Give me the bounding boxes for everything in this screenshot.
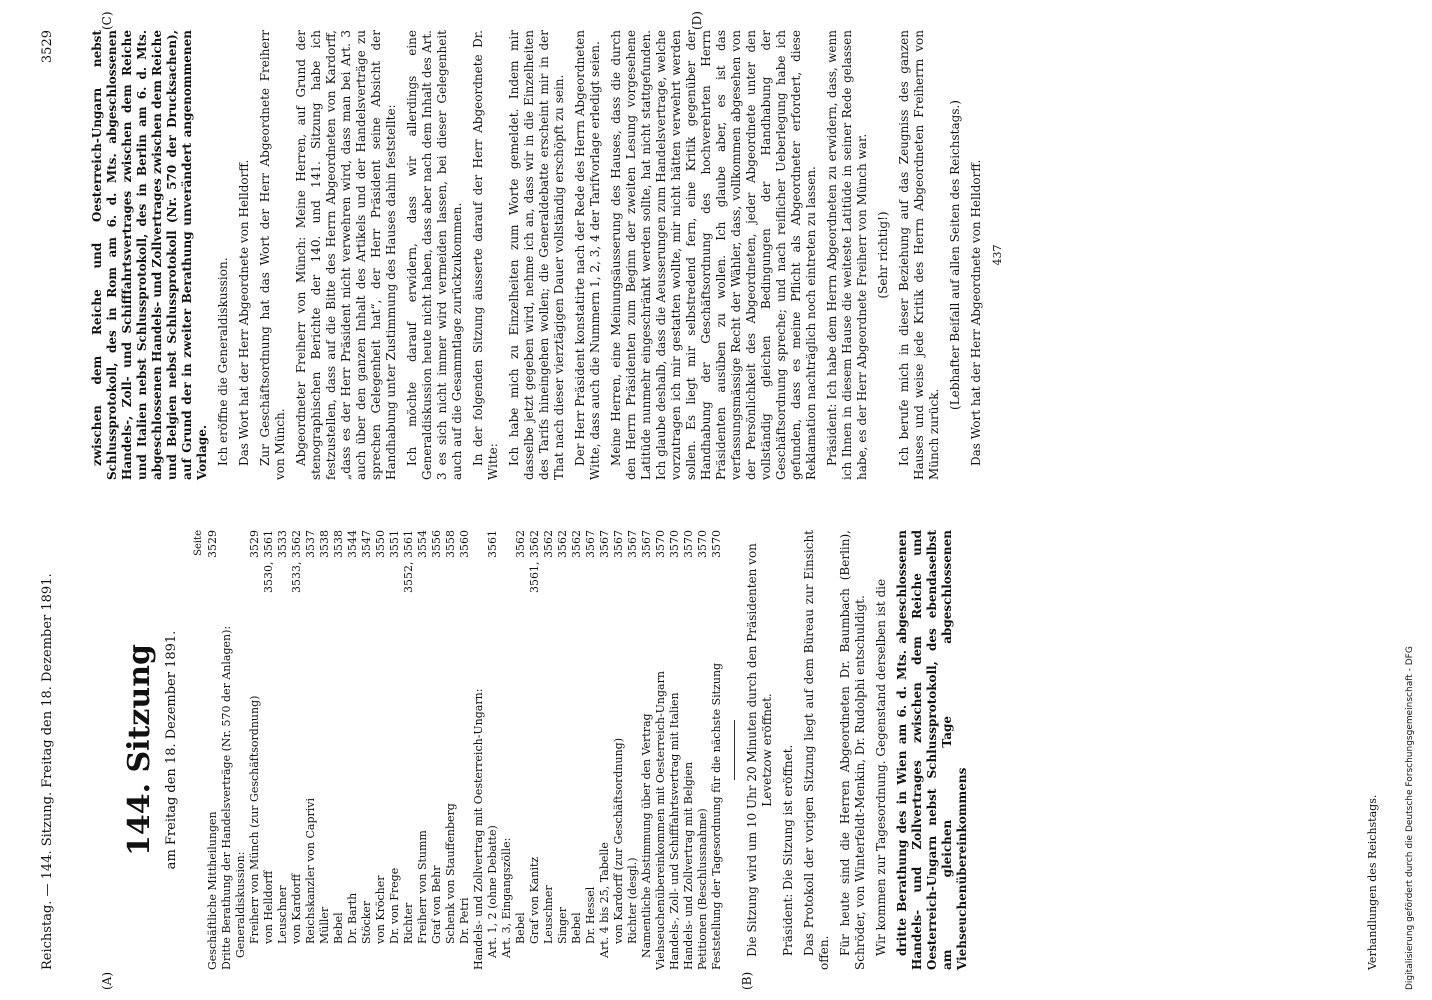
toc-entry-text: Dr. Hessel [584, 886, 597, 944]
divider [734, 720, 735, 780]
toc-entry [416, 530, 430, 970]
toc-entry-text: Graf von Behr [430, 865, 443, 944]
toc-entry-text: Müller [318, 906, 331, 944]
toc-entry-text: Handels- und Zollvertrag mit Belgien [682, 761, 695, 970]
toc-entry [556, 530, 570, 970]
toc-entry [612, 530, 626, 970]
toc-entry-page: 3558 [444, 530, 458, 561]
toc-entry [710, 530, 724, 970]
toc-entry-page: 3567 [640, 530, 654, 561]
toc-entry [374, 530, 388, 970]
toc-entry [346, 530, 360, 970]
toc-entry [640, 530, 654, 970]
toc-entry [430, 530, 444, 970]
paragraph: Wir kommen zur Tagesordnung. Gegenstand derselben ist die [874, 578, 888, 956]
toc-entry-text: Namentliche Abstimmung über den Vertrag [640, 713, 653, 958]
paragraph: Das Wort hat der Herr Abgeordnete von Helldorff. [969, 159, 983, 466]
toc-entry [318, 530, 332, 970]
toc-entry-page: 3537 [304, 530, 318, 561]
toc-entry [584, 530, 598, 970]
toc-entry [234, 530, 248, 970]
margin-mark-b: (B) [740, 971, 754, 990]
toc-entry-page: 3550 [374, 530, 388, 561]
toc-entry [570, 530, 584, 970]
toc-entry-text: Dr. Barth [346, 892, 359, 944]
toc-entry-page: 3554 [416, 530, 430, 561]
toc-entry-text: Graf von Kanitz [528, 856, 541, 944]
toc-entry-text: Richter [402, 902, 415, 944]
paragraph: Abgeordneter Freiherr von Münch: Meine Herren, auf Grund der stenographischen Berichte der 140. und 141. Sitzung habe ich festzustellen, dass auf die Bitte des Herrn Abgeordneten von Kardorff, „dass es der Herr Präsident nicht verwehren wird, dass man bei Art. 3 auch über den ganzen Inhalt des Artikels und der Handelsverträge zu sprechen Gelegenheit hat“, der Herr Präsident seine Absicht der Handhabung unter Zustimmung des Hauses dahin feststellte: [294, 30, 398, 480]
paragraph: Ich möchte darauf erwidern, dass wir allerdings eine Generaldiskussion heute nicht haben, dass aber nach dem Inhalt des Art. 3 es sich nicht immer wird vermeiden lassen, bei dieser Gelegenheit auch auf die Gesammtlage zurückzukommen. [405, 30, 464, 480]
toc-entry [472, 530, 486, 970]
toc-entry-text: Schenk von Stauffenberg [444, 803, 457, 944]
left-paragraphs [745, 530, 970, 970]
toc-entry-page: 3570 [668, 530, 682, 561]
toc-entry-page: 3529 [248, 530, 262, 561]
table-of-contents [206, 530, 724, 970]
toc-entry-text: Dr. von Frege [388, 867, 401, 944]
toc-entry-page: 3538 [318, 530, 332, 561]
paragraph: Das Protokoll der vorigen Sitzung liegt auf dem Büreau zur Einsicht offen. [802, 530, 831, 970]
side-note-text: Digitalisierung gefördert durch die Deutsche Forschungsgemeinschaft - DFG [1405, 646, 1415, 990]
toc-entry-text: Art. 4 bis 25, Tabelle [598, 842, 611, 958]
toc-entry [626, 530, 640, 970]
toc-entry-text: Singer [556, 907, 569, 944]
toc-entry-text: Handels- und Zollvertrag mit Oesterreich-Ungarn: [472, 688, 485, 970]
toc-entry [668, 530, 682, 970]
toc-entry [682, 530, 696, 970]
toc-entry-text: Richter (desgl.) [626, 857, 639, 944]
toc-entry-page: 3544 [346, 530, 360, 561]
margin-mark-a: (A) [100, 971, 114, 990]
toc-entry [500, 530, 514, 970]
toc-entry-page: 3533 [276, 530, 290, 561]
page-number: 3529 [40, 30, 55, 64]
paragraph: Meine Herren, eine Meinungsäusserung des Hauses, dass die durch den Herrn Präsidenten zum Beginn der zweiten Lesung vorgesehene Latitüde nunmehr eingeschränkt werden sollte, hat nicht stattgefunden. Ich glaube deshalb, dass die Aeusserungen zum Handelsvertrage, welche vorzutragen ich mir gestatten wollte, mir nicht hätten verwehrt werden sollen. Es liegt mir selbstredend fern, eine Kritik gegenüber der Handhabung der Geschäftsordnung des hochverehrten Herrn Präsidenten ausüben zu wollen. Ich glaube aber, es ist das verfassungsmässige Recht der Wähler, dass, vollkommen abgesehen von der Persönlichkeit des Abgeordneten, jeder Abgeordnete unter den vollständig gleichen Bedingungen der Handhabung der Geschäftsordnung spreche; und nach reiflicher Ueberlegung habe ich gefunden, dass es meine Pflicht als Abgeordneter erfordert, diese Reklamation nachträglich noch eintreten zu lassen. [609, 30, 818, 480]
paragraph: In der folgenden Sitzung äusserte darauf der Herr Abgeordnete Dr. Witte: [471, 30, 500, 480]
paragraph: (Lebhafter Beifall auf allen Seiten des Reichstags.) [948, 100, 962, 410]
toc-entry [514, 530, 528, 970]
paragraph: dritte Berathung des in Wien am 6. d. Mts. abgeschlossenen Handels- und Zollvertrages zwischen dem Reiche und Oesterreich-Ungarn nebst Schlussprotokoll, des ebendaselbst am gleichen Tage abgeschlossenen Viehseuchenübereinkommens [895, 530, 969, 970]
toc-entry [458, 530, 472, 970]
toc-entry-page: 3567 [598, 530, 612, 561]
paragraph: Ich habe mich zu Einzelheiten zum Worte gemeldet. Indem mir dasselbe jetzt gegeben wird, nehme ich an, dass wir in die Einzelheiten des Tarifs hineingehen wollen; die Generaldebatte erscheint mir in der That nach dieser vierztägigen Dauer vollständig erschöpft zu sein. [507, 30, 566, 480]
toc-entry [304, 530, 318, 970]
toc-entry-page: 3561, 3562 [528, 530, 542, 596]
toc-entry-text: Leuschner [276, 885, 289, 944]
toc-entry-text: von Kardorff [290, 873, 303, 944]
toc-entry-page: 3560 [458, 530, 472, 561]
paragraph: Präsident: Ich habe dem Herrn Abgeordneten zu erwidern, dass, wenn ich Ihnen in diesem Hause die weiteste Latitüde in seiner Rede gelassen habe, es der Herr Abgeordnete Freiherr von Münch war. [825, 30, 869, 480]
toc-entry-text: Dr. Petri [458, 897, 471, 944]
toc-entry-text: Reichskanzler von Caprivi [304, 797, 317, 944]
seite-label: Seite [193, 530, 204, 556]
toc-entry-page: 3556 [430, 530, 444, 561]
paragraph: Das Wort hat der Herr Abgeordnete von Helldorff. [237, 159, 251, 466]
toc-entry-text: von Kröcher [374, 875, 387, 944]
toc-entry [262, 530, 276, 970]
toc-entry-page: 3533, 3562 [290, 530, 304, 596]
toc-entry [360, 530, 374, 970]
page-subtitle: am Freitag den 18. Dezember 1891. [164, 630, 179, 870]
toc-entry-text: Art. 3, Eingangszölle: [500, 837, 513, 958]
right-paragraphs [90, 30, 984, 480]
toc-entry-page: 3570 [682, 530, 696, 561]
toc-entry-text: Bebel [332, 912, 345, 944]
signature-number: 437 [991, 244, 1004, 266]
paragraph: Ich eröffne die Generaldiskussion. [216, 257, 230, 466]
toc-entry-page: 3570 [654, 530, 668, 561]
margin-mark-c: (C) [100, 11, 114, 30]
toc-entry-text: Art. 1, 2 (ohne Debatte) [486, 825, 499, 958]
toc-entry-page: 3570 [710, 530, 724, 561]
toc-entry-text: von Helldorff [262, 870, 275, 944]
paragraph: Präsident: Die Sitzung ist eröffnet. [781, 744, 795, 956]
toc-entry-text: Geschäftliche Mittheilungen [206, 811, 219, 970]
paragraph: Ich berufe mich in dieser Beziehung auf das Zeugniss des ganzen Hauses und weise jede Kritik des Herrn Abgeordneten Freiherrn von Münch zurück. [897, 30, 941, 480]
toc-entry [248, 530, 262, 970]
toc-entry-text: Bebel [514, 912, 527, 944]
paragraph: Die Sitzung wird um 10 Uhr 20 Minuten durch den Präsidenten von Levetzow eröffnet. [745, 543, 774, 957]
toc-entry-page: 3561 [486, 530, 500, 561]
footer-left: Verhandlungen des Reichstags. [1366, 794, 1379, 970]
toc-entry-text: Dritte Berathung der Handelsverträge (Nr. 570 der Anlagen): [220, 625, 233, 970]
toc-entry-text: Stöcker [360, 900, 373, 944]
toc-entry [528, 530, 542, 970]
toc-entry-text: Generaldiskussion: [234, 851, 247, 958]
toc-entry-text: von Kardorff (zur Geschäftsordnung) [612, 737, 625, 944]
toc-entry [696, 530, 710, 970]
toc-entry-page: 3570 [696, 530, 710, 561]
toc-entry-text: Freiherr von Münch (zur Geschäftsordnung) [248, 695, 261, 944]
toc-entry-page: 3562 [514, 530, 528, 561]
toc-entry-page: 3567 [584, 530, 598, 561]
toc-entry-page: 3562 [556, 530, 570, 561]
running-head [40, 30, 60, 970]
toc-entry [332, 530, 346, 970]
toc-entry [290, 530, 304, 970]
paragraph: Für heute sind die Herren Abgeordneten Dr. Baumbach (Berlin), Schröder, von Winterfeldt-Menkin, Dr. Rudolphi entschuldigt. [838, 530, 867, 970]
running-head-text: Reichstag. — 144. Sitzung. Freitag den 18. Dezember 1891. [40, 573, 55, 970]
paragraph: Zur Geschäftsordnung hat das Wort der Herr Abgeordnete Freiherr von Münch. [258, 30, 287, 480]
toc-entry-text: Viehseuchenübereinkommen mit Oesterreich-Ungarn [654, 671, 667, 970]
toc-entry-page: 3562 [542, 530, 556, 561]
toc-entry [206, 530, 220, 970]
toc-entry-text: Handels-, Zoll- und Schifffahrtsvertrag mit Italien [668, 692, 681, 970]
toc-entry [220, 530, 234, 970]
toc-entry-page: 3562 [570, 530, 584, 561]
toc-entry [542, 530, 556, 970]
paragraph: Der Herr Präsident konstatirte nach der Rede des Herrn Abgeordneten Witte, dass auch die Nummern 1, 2, 3, 4 der Tarifvorlage erledigt seien. [573, 30, 602, 480]
toc-entry-page: 3567 [626, 530, 640, 561]
toc-entry-page: 3551 [388, 530, 402, 561]
toc-entry-page: 3547 [360, 530, 374, 561]
toc-entry-page: 3567 [612, 530, 626, 561]
toc-entry-text: Leuschner [542, 885, 555, 944]
toc-entry [402, 530, 416, 970]
margin-mark-d: (D) [690, 11, 704, 30]
toc-entry-page: 3529 [206, 530, 220, 561]
left-column [90, 530, 976, 970]
toc-entry-text: Petitionen (Beschlussnahme) [696, 808, 709, 970]
toc-entry-page: 3530, 3561 [262, 530, 276, 596]
right-column [90, 30, 1005, 480]
paragraph: (Sehr richtig!) [876, 211, 890, 299]
page-title: 144. Sitzung [122, 643, 157, 857]
toc-entry-text: Bebel [570, 912, 583, 944]
toc-entry [486, 530, 500, 970]
toc-entry-text: Freiherr von Stumm [416, 830, 429, 944]
toc-entry-text: Feststellung der Tagesordnung für die nächste Sitzung [710, 662, 723, 970]
toc-entry [654, 530, 668, 970]
toc-entry [276, 530, 290, 970]
toc-entry-page: 3552, 3561 [402, 530, 416, 596]
paragraph: zwischen dem Reiche und Oesterreich-Ungarn nebst Schlussprotokoll, des in Rom am 6. d. Mts. abgeschlossenen Handels-, Zoll- und Schifffahrtsvertrages zwischen dem Reiche und Italien nebst Schlussprotokoll, des in Berlin am 6. d. Mts. abgeschlossenen Handels- und Zollvertrages zwischen dem Reiche und Belgien nebst Schlussprotokoll (Nr. 570 der Drucksachen), auf Grund der in zweiter Berathung unverändert angenommenen Vorlage. [90, 30, 209, 480]
toc-entry [388, 530, 402, 970]
side-note [1405, 10, 1425, 990]
toc-entry [444, 530, 458, 970]
toc-entry [598, 530, 612, 970]
toc-entry-page: 3538 [332, 530, 346, 561]
